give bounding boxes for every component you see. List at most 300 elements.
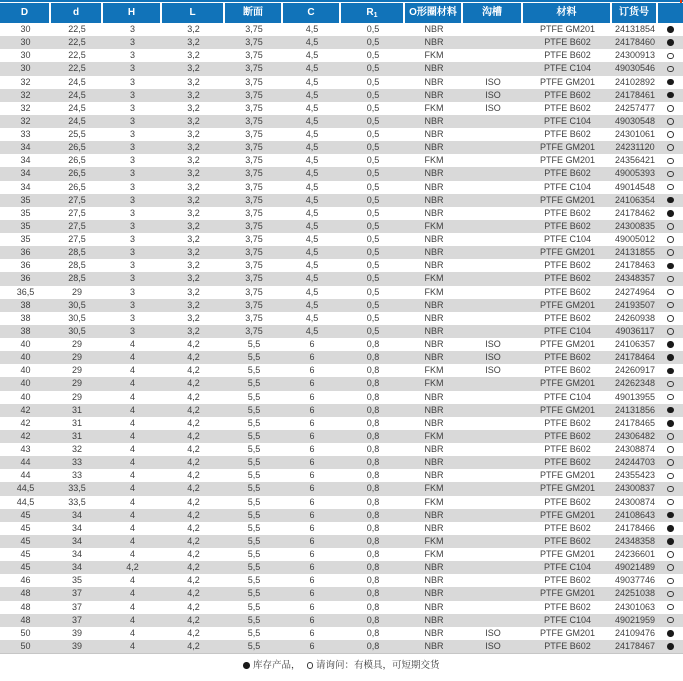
cell-oring_material: NBR	[424, 63, 444, 74]
cell-L: 4,2	[187, 509, 200, 520]
cell-D: 36,5	[16, 286, 35, 297]
cell-section: 5,5	[247, 430, 261, 441]
cell-section: 5,5	[247, 470, 261, 481]
cell-stock	[658, 587, 683, 600]
cell-D: 40	[20, 378, 31, 389]
cell-H: 3	[129, 89, 135, 100]
cell-section: 5,5	[247, 365, 261, 376]
table-row	[0, 456, 683, 469]
on-request-icon	[667, 118, 674, 125]
cell-material: PTFE GM201	[539, 339, 595, 349]
legend-on-request-text: 请询问：有模具，可短期交货	[316, 660, 440, 671]
cell-section: 5,5	[247, 457, 261, 468]
cell-material: PTFE C104	[543, 325, 592, 336]
table-row	[0, 181, 683, 194]
cell-groove: ISO	[485, 627, 501, 638]
cell-section: 5,5	[247, 614, 261, 625]
cell-L: 3,2	[187, 89, 200, 100]
on-request-icon	[667, 459, 674, 466]
table-row	[0, 548, 683, 561]
cell-stock	[658, 102, 683, 115]
cell-material: PTFE B602	[544, 89, 591, 100]
cell-section: 3,75	[245, 220, 263, 231]
cell-R1: 0,8	[366, 430, 380, 441]
cell-order_no: 24178462	[614, 207, 656, 218]
cell-stock	[658, 181, 683, 194]
table-row	[0, 299, 683, 312]
cell-d: 37	[71, 601, 82, 612]
table-row	[0, 404, 683, 417]
cell-stock	[658, 23, 683, 36]
cell-H: 4	[129, 391, 135, 402]
cell-R1: 0,5	[366, 89, 380, 100]
cell-section: 3,75	[245, 247, 263, 258]
cell-oring_material: FKM	[424, 549, 444, 559]
cell-stock	[658, 128, 683, 141]
cell-material: PTFE B602	[544, 601, 591, 612]
cell-R1: 0,5	[366, 273, 380, 284]
table-row	[0, 23, 683, 36]
cell-oring_material: FKM	[424, 50, 444, 61]
cell-stock	[658, 430, 683, 443]
cell-L: 3,2	[187, 273, 200, 284]
cell-L: 3,2	[187, 76, 200, 87]
cell-d: 25,5	[68, 129, 86, 139]
cell-R1: 0,8	[366, 391, 380, 402]
cell-groove: ISO	[485, 89, 501, 100]
cell-C: 4,5	[305, 325, 319, 336]
cell-R1: 0,5	[366, 50, 380, 61]
cell-groove	[463, 574, 523, 587]
table-row	[0, 76, 683, 89]
cell-R1: 0,5	[366, 260, 380, 271]
cell-D: 40	[20, 352, 31, 363]
cell-oring_material: NBR	[424, 181, 444, 192]
table-row	[0, 482, 683, 495]
cell-L: 4,2	[187, 549, 200, 559]
cell-d: 33,5	[68, 483, 86, 494]
cell-material: PTFE B602	[544, 37, 591, 48]
cell-C: 6	[309, 444, 315, 454]
cell-L: 4,2	[187, 417, 200, 428]
cell-oring_material: NBR	[424, 391, 444, 402]
cell-stock	[658, 443, 683, 456]
table-row	[0, 417, 683, 430]
table-row	[0, 259, 683, 272]
cell-C: 6	[309, 483, 315, 494]
cell-material: PTFE GM201	[539, 155, 595, 166]
cell-material: PTFE B602	[544, 444, 591, 454]
cell-D: 30	[20, 63, 31, 74]
cell-stock	[658, 561, 683, 574]
cell-material: PTFE GM201	[539, 627, 595, 638]
stock-legend	[0, 658, 683, 674]
table-row	[0, 351, 683, 364]
cell-L: 3,2	[187, 312, 200, 323]
cell-stock	[658, 364, 683, 377]
cell-C: 6	[309, 391, 315, 402]
cell-d: 29	[71, 391, 82, 402]
cell-D: 32	[20, 76, 31, 87]
cell-R1: 0,5	[366, 234, 380, 244]
cell-oring_material: NBR	[424, 325, 444, 336]
cell-oring_material: NBR	[424, 24, 444, 34]
cell-R1: 0,8	[366, 483, 380, 494]
cell-stock	[658, 627, 683, 640]
cell-material: PTFE B602	[544, 129, 591, 139]
cell-C: 6	[309, 352, 315, 363]
cell-order_no: 49036117	[615, 325, 655, 336]
on-request-icon	[667, 276, 674, 283]
cell-material: PTFE B602	[544, 352, 591, 363]
cell-R1: 0,5	[366, 286, 380, 297]
cell-D: 36	[20, 273, 31, 284]
cell-L: 4,2	[187, 391, 200, 402]
cell-R1: 0,5	[366, 115, 380, 126]
cell-C: 4,5	[305, 24, 319, 34]
cell-d: 31	[71, 430, 82, 441]
cell-d: 37	[71, 614, 82, 625]
cell-oring_material: NBR	[424, 76, 444, 87]
cell-R1: 0,8	[366, 365, 380, 376]
cell-d: 29	[71, 365, 82, 376]
table-row	[0, 640, 683, 653]
cell-C: 4,5	[305, 273, 319, 284]
cell-stock	[658, 522, 683, 535]
cell-stock	[658, 167, 683, 180]
cell-groove: ISO	[485, 76, 501, 87]
cell-C: 6	[309, 535, 315, 546]
cell-groove	[463, 167, 523, 180]
cell-stock	[658, 614, 683, 627]
cell-L: 4,2	[187, 535, 200, 546]
cell-D: 44,5	[16, 483, 35, 494]
cell-oring_material: NBR	[424, 562, 444, 573]
cell-R1: 0,5	[366, 325, 380, 336]
in-stock-icon	[667, 26, 674, 33]
cell-stock	[658, 338, 683, 351]
cell-L: 3,2	[187, 37, 200, 48]
cell-L: 3,2	[187, 207, 200, 218]
cell-H: 3	[129, 181, 135, 192]
cell-D: 38	[20, 325, 31, 336]
cell-D: 35	[20, 194, 31, 205]
cell-D: 32	[20, 115, 31, 126]
in-stock-icon	[667, 630, 674, 637]
cell-section: 5,5	[247, 339, 261, 349]
table-row	[0, 627, 683, 640]
cell-R1: 0,5	[366, 24, 380, 34]
column-header-groove: 沟槽	[463, 3, 523, 23]
cell-H: 3	[129, 325, 135, 336]
cell-R1: 0,8	[366, 549, 380, 559]
cell-oring_material: NBR	[424, 115, 444, 126]
cell-order_no: 24178460	[614, 37, 656, 48]
table-row	[0, 364, 683, 377]
cell-H: 4	[129, 522, 135, 533]
cell-oring_material: NBR	[424, 247, 444, 258]
cell-order_no: 24244703	[614, 457, 656, 468]
cell-d: 26,5	[68, 181, 86, 192]
cell-d: 24,5	[68, 115, 86, 126]
column-header-D: D	[0, 3, 51, 23]
cell-L: 3,2	[187, 299, 200, 310]
cell-R1: 0,8	[366, 496, 380, 507]
cell-groove	[463, 286, 523, 299]
cell-section: 3,75	[245, 286, 263, 297]
cell-H: 4	[129, 457, 135, 468]
cell-R1: 0,5	[366, 129, 380, 139]
cell-C: 4,5	[305, 155, 319, 166]
cell-C: 6	[309, 522, 315, 533]
cell-H: 3	[129, 37, 135, 48]
cell-d: 29	[71, 378, 82, 389]
cell-H: 3	[129, 63, 135, 74]
cell-H: 4	[129, 417, 135, 428]
cell-H: 3	[129, 234, 135, 244]
cell-R1: 0,8	[366, 352, 380, 363]
cell-D: 40	[20, 339, 31, 349]
on-request-icon	[667, 551, 674, 558]
on-request-icon	[667, 223, 674, 230]
table-row	[0, 194, 683, 207]
cell-H: 4	[129, 378, 135, 389]
cell-R1: 0,8	[366, 640, 380, 651]
cell-groove	[463, 299, 523, 312]
cell-H: 3	[129, 194, 135, 205]
cell-d: 39	[71, 627, 82, 638]
cell-material: PTFE B602	[544, 496, 591, 507]
cell-R1: 0,5	[366, 194, 380, 205]
cell-oring_material: NBR	[424, 444, 444, 454]
cell-groove	[463, 548, 523, 561]
cell-section: 3,75	[245, 24, 263, 34]
cell-material: PTFE C104	[543, 234, 592, 244]
cell-C: 6	[309, 417, 315, 428]
cell-H: 4	[129, 627, 135, 638]
cell-C: 6	[309, 404, 315, 415]
cell-order_no: 24300835	[614, 220, 656, 231]
cell-C: 6	[309, 562, 315, 573]
cell-section: 5,5	[247, 496, 261, 507]
cell-C: 6	[309, 614, 315, 625]
cell-section: 3,75	[245, 50, 263, 61]
cell-C: 4,5	[305, 312, 319, 323]
cell-L: 4,2	[187, 339, 200, 349]
table-row	[0, 496, 683, 509]
cell-d: 37	[71, 588, 82, 599]
cell-groove	[463, 128, 523, 141]
cell-stock	[658, 76, 683, 89]
cell-groove	[463, 141, 523, 154]
cell-D: 44	[20, 457, 31, 468]
cell-section: 5,5	[247, 483, 261, 494]
cell-order_no: 24355423	[614, 470, 656, 481]
cell-stock	[658, 299, 683, 312]
cell-H: 3	[129, 312, 135, 323]
cell-D: 33	[20, 129, 31, 139]
cell-C: 6	[309, 601, 315, 612]
cell-C: 6	[309, 588, 315, 599]
product-spec-table	[0, 3, 683, 654]
cell-L: 4,2	[187, 444, 200, 454]
table-row	[0, 522, 683, 535]
cell-H: 3	[129, 220, 135, 231]
cell-H: 3	[129, 273, 135, 284]
cell-R1: 0,5	[366, 220, 380, 231]
cell-L: 4,2	[187, 457, 200, 468]
table-row	[0, 509, 683, 522]
on-request-icon	[667, 53, 674, 60]
cell-C: 6	[309, 365, 315, 376]
cell-material: PTFE GM201	[539, 404, 595, 415]
cell-order_no: 24109476	[614, 627, 656, 638]
on-request-icon	[667, 144, 674, 151]
cell-H: 3	[129, 260, 135, 271]
cell-C: 6	[309, 575, 315, 586]
cell-order_no: 24131856	[614, 404, 656, 415]
cell-order_no: 24178463	[614, 260, 656, 271]
cell-D: 48	[20, 601, 31, 612]
table-row	[0, 469, 683, 482]
cell-section: 3,75	[245, 299, 263, 310]
cell-D: 34	[20, 168, 31, 179]
cell-order_no: 24231120	[615, 142, 655, 153]
cell-C: 4,5	[305, 181, 319, 192]
cell-material: PTFE B602	[544, 312, 591, 323]
cell-stock	[658, 312, 683, 325]
cell-material: PTFE GM201	[539, 509, 595, 520]
cell-D: 42	[20, 417, 31, 428]
column-header-oring_material: O形圈材料	[405, 3, 463, 23]
cell-oring_material: NBR	[424, 168, 444, 179]
cell-L: 3,2	[187, 325, 200, 336]
cell-material: PTFE C104	[543, 115, 592, 126]
cell-stock	[658, 640, 683, 653]
cell-section: 3,75	[245, 273, 263, 284]
cell-order_no: 24274964	[614, 286, 656, 297]
cell-H: 3	[129, 115, 135, 126]
cell-oring_material: NBR	[424, 522, 444, 533]
cell-R1: 0,8	[366, 404, 380, 415]
cell-C: 4,5	[305, 234, 319, 244]
cell-section: 5,5	[247, 549, 261, 559]
cell-material: PTFE GM201	[539, 378, 595, 389]
cell-D: 40	[20, 391, 31, 402]
cell-material: PTFE B602	[544, 286, 591, 297]
cell-material: PTFE B602	[544, 417, 591, 428]
cell-R1: 0,5	[366, 76, 380, 87]
column-header-L: L	[162, 3, 225, 23]
cell-R1: 0,5	[366, 299, 380, 310]
legend-on-request	[307, 660, 440, 671]
table-row	[0, 561, 683, 574]
cell-C: 6	[309, 339, 315, 349]
cell-oring_material: FKM	[424, 535, 444, 546]
cell-order_no: 49005012	[614, 234, 656, 244]
cell-R1: 0,8	[366, 627, 380, 638]
cell-L: 4,2	[187, 627, 200, 638]
cell-D: 34	[20, 155, 31, 166]
cell-L: 4,2	[187, 601, 200, 612]
cell-material: PTFE GM201	[539, 142, 595, 153]
cell-D: 35	[20, 220, 31, 231]
cell-oring_material: NBR	[424, 627, 444, 638]
cell-stock	[658, 154, 683, 167]
cell-order_no: 24178465	[614, 417, 656, 428]
on-request-icon	[667, 171, 674, 178]
cell-groove	[463, 259, 523, 272]
cell-d: 29	[71, 286, 82, 297]
cell-C: 6	[309, 627, 315, 638]
cell-oring_material: FKM	[424, 273, 444, 284]
cell-L: 4,2	[187, 378, 200, 389]
table-row	[0, 115, 683, 128]
on-request-icon	[667, 473, 674, 480]
cell-C: 6	[309, 470, 315, 481]
cell-H: 4	[129, 430, 135, 441]
in-stock-icon	[667, 92, 674, 99]
on-request-icon	[667, 381, 674, 388]
cell-R1: 0,8	[366, 378, 380, 389]
cell-R1: 0,8	[366, 588, 380, 599]
cell-material: PTFE B602	[544, 365, 591, 376]
cell-groove	[463, 23, 523, 36]
cell-oring_material: NBR	[424, 640, 444, 651]
cell-oring_material: FKM	[424, 102, 444, 113]
cell-section: 5,5	[247, 627, 261, 638]
cell-groove	[463, 561, 523, 574]
cell-L: 4,2	[187, 352, 200, 363]
cell-H: 3	[129, 102, 135, 113]
in-stock-icon	[667, 368, 674, 375]
cell-D: 45	[20, 562, 31, 573]
cell-order_no: 24178466	[614, 522, 656, 533]
cell-L: 3,2	[187, 102, 200, 113]
cell-L: 4,2	[187, 562, 200, 573]
cell-D: 42	[20, 430, 31, 441]
cell-L: 4,2	[187, 365, 200, 376]
cell-stock	[658, 246, 683, 259]
cell-d: 24,5	[68, 102, 86, 113]
cell-groove	[463, 154, 523, 167]
cell-stock	[658, 259, 683, 272]
table-row	[0, 338, 683, 351]
legend-in-stock-text: 库存产品，	[252, 660, 301, 671]
on-request-icon	[667, 591, 674, 598]
cell-oring_material: NBR	[424, 588, 444, 599]
table-row	[0, 614, 683, 627]
on-request-icon	[667, 486, 674, 493]
cell-order_no: 24348358	[614, 535, 656, 546]
cell-order_no: 24193507	[614, 299, 656, 310]
cell-d: 34	[71, 535, 82, 546]
cell-stock	[658, 574, 683, 587]
table-row	[0, 233, 683, 246]
cell-section: 5,5	[247, 562, 261, 573]
cell-section: 5,5	[247, 509, 261, 520]
cell-D: 32	[20, 89, 31, 100]
cell-L: 4,2	[187, 404, 200, 415]
cell-d: 26,5	[68, 155, 86, 166]
cell-d: 26,5	[68, 168, 86, 179]
cell-order_no: 24108643	[614, 509, 656, 520]
on-request-icon	[667, 302, 674, 309]
cell-stock	[658, 325, 683, 338]
cell-material: PTFE B602	[544, 430, 591, 441]
cell-D: 35	[20, 207, 31, 218]
cell-R1: 0,8	[366, 457, 380, 468]
